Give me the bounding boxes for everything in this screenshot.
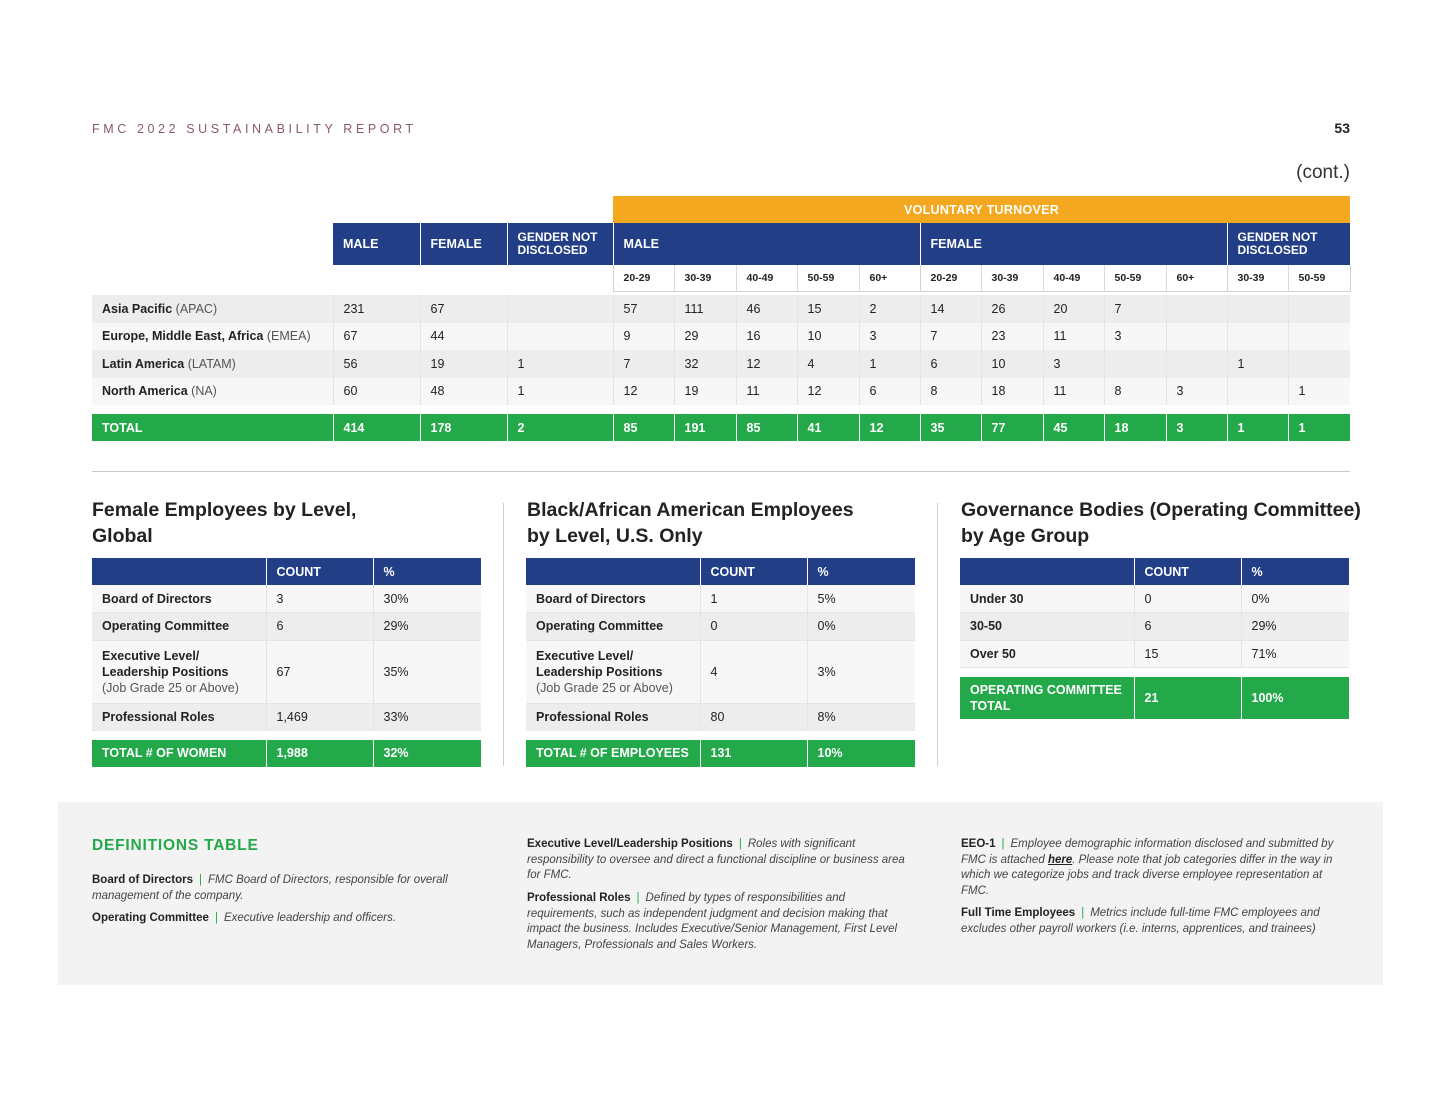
table-row: Under 30 0 0% xyxy=(960,585,1349,613)
turnover-cell: 1 xyxy=(507,350,613,378)
col-pct: % xyxy=(373,558,481,585)
header-gender-not-disclosed: GENDER NOT DISCLOSED xyxy=(507,223,613,265)
section-divider xyxy=(92,471,1350,472)
total-cell: 1 xyxy=(1288,414,1350,441)
age-label: 40-49 xyxy=(1043,265,1104,291)
table-row: Professional Roles 1,469 33% xyxy=(92,703,481,731)
turnover-row xyxy=(92,323,1350,351)
voluntary-turnover-banner: VOLUNTARY TURNOVER xyxy=(613,196,1350,223)
turnover-cell: 2 xyxy=(859,295,920,323)
turnover-cell: 19 xyxy=(420,350,507,378)
turnover-cell: 3 xyxy=(1166,378,1227,406)
female-levels-table xyxy=(92,558,481,767)
total-cell: 85 xyxy=(613,414,674,441)
turnover-cell xyxy=(1227,378,1288,406)
black-levels-title: Black/African American Employees by Level, U.S. Only xyxy=(527,499,854,547)
column-separator xyxy=(937,503,938,766)
total-cell: 414 xyxy=(333,414,420,441)
black-levels-table xyxy=(526,558,915,767)
col-count: COUNT xyxy=(700,558,807,585)
turnover-cell xyxy=(1166,350,1227,378)
turnover-cell: 10 xyxy=(981,350,1043,378)
table-row: Executive Level/ Leadership Positions (Job Grade 25 or Above) 67 35% xyxy=(92,640,481,703)
turnover-cell: 9 xyxy=(613,323,674,351)
turnover-cell: 32 xyxy=(674,350,736,378)
age-label: 30-39 xyxy=(674,265,736,291)
column-separator xyxy=(503,503,504,766)
turnover-cell: 7 xyxy=(1104,295,1166,323)
turnover-row xyxy=(92,295,1350,323)
page-number: 53 xyxy=(1334,120,1350,136)
turnover-cell: 20 xyxy=(1043,295,1104,323)
definition-eeo-1: EEO-1 | Employee demographic information disclosed and submitted by FMC is attached here. Please note that job categories differ in the way in which we categorize jobs and track diverse employee representation at FMC. xyxy=(961,838,1334,897)
age-label: 30-39 xyxy=(981,265,1043,291)
age-label: 60+ xyxy=(859,265,920,291)
table-row: Over 50 15 71% xyxy=(960,640,1349,668)
region-label: Asia Pacific (APAC) xyxy=(92,295,333,323)
turnover-cell: 1 xyxy=(1288,378,1350,406)
turnover-rows xyxy=(92,295,1350,405)
turnover-cell: 11 xyxy=(736,378,797,406)
turnover-cell xyxy=(1166,295,1227,323)
turnover-cell: 16 xyxy=(736,323,797,351)
total-cell: 3 xyxy=(1166,414,1227,441)
turnover-cell: 6 xyxy=(920,350,981,378)
report-title: FMC 2022 SUSTAINABILITY REPORT xyxy=(92,122,417,136)
table-row: Operating Committee 0 0% xyxy=(526,613,915,641)
header-vt-gender-not-disclosed: GENDER NOT DISCLOSED xyxy=(1227,223,1350,265)
turnover-cell: 4 xyxy=(797,350,859,378)
table-row: 30-50 6 29% xyxy=(960,613,1349,641)
turnover-cell xyxy=(1288,350,1350,378)
table-row: Operating Committee 6 29% xyxy=(92,613,481,641)
turnover-cell: 18 xyxy=(981,378,1043,406)
definition-full-time-employees: Full Time Employees | Metrics include full-time FMC employees and excludes other payroll workers (i.e. interns, apprentices, and trainees) xyxy=(961,907,1320,935)
header-male: MALE xyxy=(333,223,420,265)
definition-professional-roles: Professional Roles | Defined by types of responsibilities and requirements, such as independent judgment and decision making that impact the business. Includes Executive/Senior Management, First Level Managers, Professionals and Sales Workers. xyxy=(527,892,898,951)
turnover-cell xyxy=(1104,350,1166,378)
definition-executive-level: Executive Level/Leadership Positions | Roles with significant responsibility to oversee and direct a functional discipline or business area for FMC. xyxy=(527,838,905,881)
age-label: 20-29 xyxy=(920,265,981,291)
turnover-cell: 3 xyxy=(859,323,920,351)
turnover-cell: 48 xyxy=(420,378,507,406)
turnover-cell: 12 xyxy=(736,350,797,378)
col-pct: % xyxy=(1241,558,1349,585)
turnover-cell: 29 xyxy=(674,323,736,351)
turnover-cell xyxy=(1288,323,1350,351)
age-header-row xyxy=(92,265,1350,291)
region-label: North America (NA) xyxy=(92,378,333,406)
turnover-cell xyxy=(507,323,613,351)
total-cell: 41 xyxy=(797,414,859,441)
table-row: Executive Level/ Leadership Positions (Job Grade 25 or Above) 4 3% xyxy=(526,640,915,703)
turnover-cell: 7 xyxy=(613,350,674,378)
turnover-cell: 3 xyxy=(1104,323,1166,351)
turnover-cell: 60 xyxy=(333,378,420,406)
turnover-cell: 6 xyxy=(859,378,920,406)
total-cell: 45 xyxy=(1043,414,1104,441)
total-cell: 77 xyxy=(981,414,1043,441)
turnover-cell: 14 xyxy=(920,295,981,323)
definition-operating-committee: Operating Committee | Executive leadership and officers. xyxy=(92,912,396,924)
governance-title: Governance Bodies (Operating Committee) by Age Group xyxy=(961,499,1361,547)
definitions-panel xyxy=(58,802,1383,985)
turnover-table xyxy=(92,196,1351,441)
continued-label: (cont.) xyxy=(1296,162,1350,183)
definition-board: Board of Directors | FMC Board of Directors, responsible for overall management of the company. xyxy=(92,874,448,902)
turnover-cell: 56 xyxy=(333,350,420,378)
total-row: OPERATING COMMITTEE TOTAL 21 100% xyxy=(960,677,1349,719)
turnover-cell: 8 xyxy=(920,378,981,406)
turnover-cell: 10 xyxy=(797,323,859,351)
total-cell: 191 xyxy=(674,414,736,441)
turnover-cell: 111 xyxy=(674,295,736,323)
age-label: 50-59 xyxy=(1104,265,1166,291)
age-label: 20-29 xyxy=(613,265,674,291)
turnover-cell: 67 xyxy=(333,323,420,351)
turnover-cell: 12 xyxy=(613,378,674,406)
turnover-cell: 1 xyxy=(1227,350,1288,378)
age-label: 40-49 xyxy=(736,265,797,291)
total-label: TOTAL xyxy=(92,414,333,441)
total-cell: 1 xyxy=(1227,414,1288,441)
total-cell: 2 xyxy=(507,414,613,441)
total-row: TOTAL # OF WOMEN 1,988 32% xyxy=(92,740,481,767)
turnover-total-row xyxy=(92,414,1350,441)
total-cell: 35 xyxy=(920,414,981,441)
age-label: 50-59 xyxy=(797,265,859,291)
turnover-cell: 8 xyxy=(1104,378,1166,406)
turnover-cell: 57 xyxy=(613,295,674,323)
turnover-row xyxy=(92,378,1350,406)
header-female: FEMALE xyxy=(420,223,507,265)
turnover-cell: 7 xyxy=(920,323,981,351)
female-levels-title: Female Employees by Level, Global xyxy=(92,499,357,547)
turnover-cell: 1 xyxy=(859,350,920,378)
turnover-cell: 3 xyxy=(1043,350,1104,378)
col-count: COUNT xyxy=(1134,558,1241,585)
turnover-cell: 46 xyxy=(736,295,797,323)
total-cell: 18 xyxy=(1104,414,1166,441)
total-cell: 12 xyxy=(859,414,920,441)
turnover-cell: 19 xyxy=(674,378,736,406)
col-pct: % xyxy=(807,558,915,585)
turnover-row xyxy=(92,350,1350,378)
turnover-cell xyxy=(1166,323,1227,351)
eeo-here-link[interactable]: here xyxy=(1047,853,1073,866)
turnover-cell xyxy=(507,295,613,323)
turnover-cell xyxy=(1288,295,1350,323)
definitions-title: DEFINITIONS TABLE xyxy=(92,837,259,854)
governance-table xyxy=(960,558,1349,719)
turnover-cell: 11 xyxy=(1043,378,1104,406)
turnover-cell: 1 xyxy=(507,378,613,406)
total-cell: 178 xyxy=(420,414,507,441)
turnover-cell: 231 xyxy=(333,295,420,323)
turnover-cell: 23 xyxy=(981,323,1043,351)
turnover-cell: 11 xyxy=(1043,323,1104,351)
age-label: 30-39 xyxy=(1227,265,1288,291)
turnover-cell: 12 xyxy=(797,378,859,406)
region-label: Europe, Middle East, Africa (EMEA) xyxy=(92,323,333,351)
table-row: Board of Directors 3 30% xyxy=(92,585,481,613)
total-cell: 85 xyxy=(736,414,797,441)
region-label: Latin America (LATAM) xyxy=(92,350,333,378)
turnover-cell xyxy=(1227,323,1288,351)
header-vt-male: MALE xyxy=(613,223,920,265)
turnover-cell: 67 xyxy=(420,295,507,323)
table-row: Board of Directors 1 5% xyxy=(526,585,915,613)
turnover-cell xyxy=(1227,295,1288,323)
total-row: TOTAL # OF EMPLOYEES 131 10% xyxy=(526,740,915,767)
age-label: 60+ xyxy=(1166,265,1227,291)
table-row: Professional Roles 80 8% xyxy=(526,703,915,731)
age-label: 50-59 xyxy=(1288,265,1350,291)
turnover-cell: 15 xyxy=(797,295,859,323)
col-count: COUNT xyxy=(266,558,373,585)
turnover-cell: 26 xyxy=(981,295,1043,323)
header-vt-female: FEMALE xyxy=(920,223,1227,265)
turnover-cell: 44 xyxy=(420,323,507,351)
